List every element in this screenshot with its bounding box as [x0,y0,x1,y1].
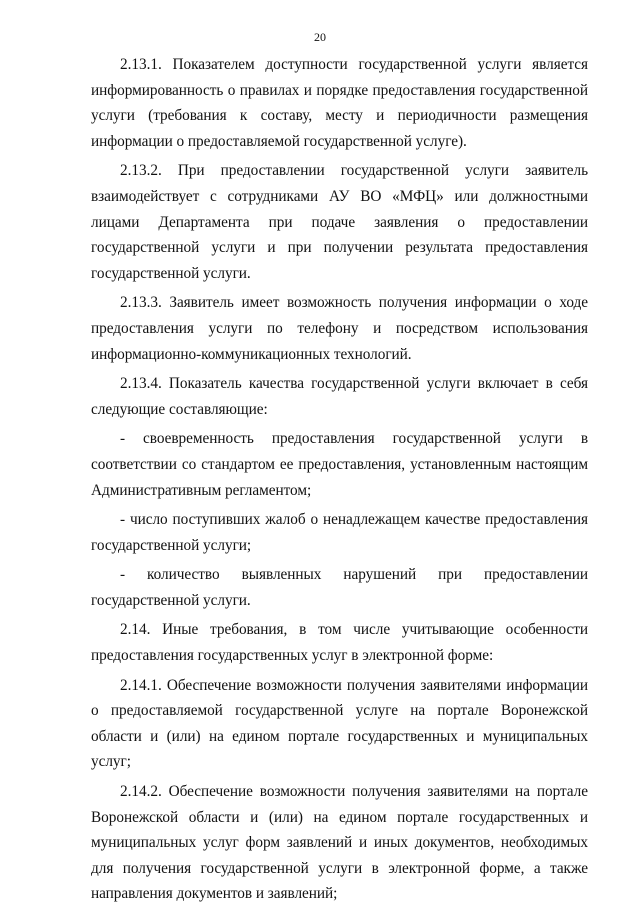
page-number: 20 [314,30,326,44]
paragraph-2-13-4: 2.13.4. Показатель качества государственной услуги включает в себя следующие составляющие: [91,375,588,418]
list-item-complaints: - число поступивших жалоб о ненадлежащем качестве предоставления государственной услуги; [91,511,588,554]
paragraph-2-13-3: 2.13.3. Заявитель имеет возможность получения информации о ходе предоставления услуги по телефону и посредством использования информационно-коммуникационных технологий. [91,294,588,363]
document-body [91,52,588,911]
list-item-violations: - количество выявленных нарушений при предоставлении государственной услуги. [91,566,588,609]
paragraph-2-13-1: 2.13.1. Показателем доступности государственной услуги является информированность о правилах и порядке предоставления государственной услуги (требования к составу, месту и периодичности размещения информации о предоставляемой государственной услуге). [91,56,588,150]
paragraph-2-14-2: 2.14.2. Обеспечение возможности получения заявителями на портале Воронежской области и (или) на едином портале государственных и муниципальных услуг форм заявлений и иных документов, необходимых для получения государственной услуги в электронной форме, а также направления документов и заявлений; [91,783,588,903]
paragraph-2-13-2: 2.13.2. При предоставлении государственной услуги заявитель взаимодействует с сотрудниками АУ ВО «МФЦ» или должностными лицами Департамента при подаче заявления о предоставлении государственной услуги и при получении результата предоставления государственной услуги. [91,162,588,282]
list-item-timeliness: - своевременность предоставления государственной услуги в соответствии со стандартом ее предоставления, установленным настоящим Административным регламентом; [91,430,588,499]
paragraph-2-14-1: 2.14.1. Обеспечение возможности получения заявителями информации о предоставляемой государственной услуге на портале Воронежской области и (или) на едином портале государственных и муниципальных услуг; [91,676,588,771]
paragraph-2-14: 2.14. Иные требования, в том числе учитывающие особенности предоставления государственных услуг в электронной форме: [91,621,588,665]
